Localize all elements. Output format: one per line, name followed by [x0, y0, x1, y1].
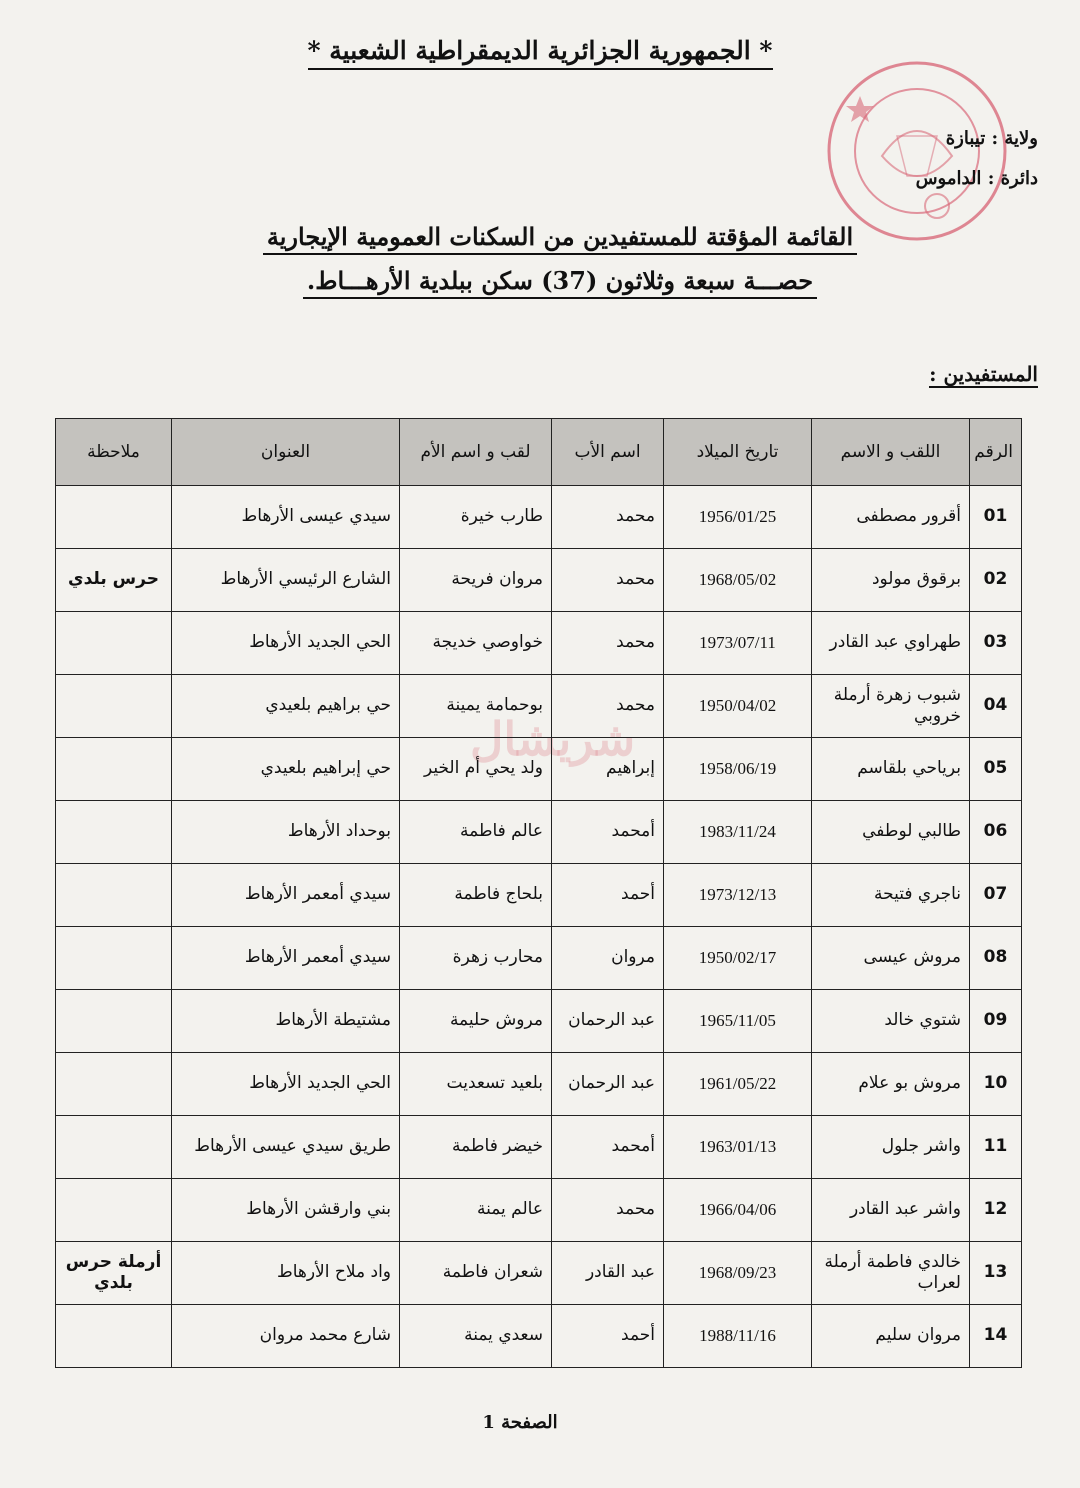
cell-mother: خيضر فاطمة [400, 1116, 552, 1179]
cell-father: أمحمد [552, 1116, 664, 1179]
cell-note [56, 990, 172, 1053]
cell-mother: عالم يمنة [400, 1179, 552, 1242]
cell-address: الحي الجديد الأرهاط [172, 612, 400, 675]
republic-heading: * الجمهورية الجزائرية الديمقراطية الشعبية * [0, 36, 1080, 65]
cell-number: 01 [970, 486, 1022, 549]
table-row [56, 801, 1022, 864]
cell-address: طريق سيدي عيسى الأرهاط [172, 1116, 400, 1179]
cell-birth-date: 1968/05/02 [664, 549, 812, 612]
cell-number: 14 [970, 1305, 1022, 1368]
table-row [56, 486, 1022, 549]
table-row [56, 549, 1022, 612]
cell-birth-date: 1965/11/05 [664, 990, 812, 1053]
table-row [56, 1179, 1022, 1242]
cell-address: حي براهيم بلعيدي [172, 675, 400, 738]
cell-note [56, 738, 172, 801]
cell-note [56, 612, 172, 675]
cell-note: حرس بلدي [56, 549, 172, 612]
cell-address: سيدي عيسى الأرهاط [172, 486, 400, 549]
table-row [56, 738, 1022, 801]
cell-mother: شعران فاطمة [400, 1242, 552, 1305]
cell-note [56, 927, 172, 990]
daira-line: دائرة : الداموس [915, 168, 1038, 189]
cell-name: خالدي فاطمة أرملة لعراب [812, 1242, 970, 1305]
list-title: القائمة المؤقتة للمستفيدين من السكنات العمومية الإيجارية [0, 222, 1080, 251]
cell-father: عبد القادر [552, 1242, 664, 1305]
cell-birth-date: 1956/01/25 [664, 486, 812, 549]
cell-father: أحمد [552, 864, 664, 927]
table-row [56, 1053, 1022, 1116]
cell-mother: سعدي يمنة [400, 1305, 552, 1368]
cell-number: 11 [970, 1116, 1022, 1179]
header-name: اللقب و الاسم [812, 419, 970, 486]
cell-name: مروش عيسى [812, 927, 970, 990]
cell-name: واشر جلول [812, 1116, 970, 1179]
cell-note [56, 801, 172, 864]
cell-address: شارع محمد مروان [172, 1305, 400, 1368]
cell-address: واد ملاح الأرهاط [172, 1242, 400, 1305]
cell-mother: بلعيد تسعديت [400, 1053, 552, 1116]
cell-address: بني وارقشن الأرهاط [172, 1179, 400, 1242]
header-note: ملاحظة [56, 419, 172, 486]
wilaya-line: ولاية : تيبازة [945, 128, 1038, 149]
cell-name: شتوي خالد [812, 990, 970, 1053]
table-row [56, 864, 1022, 927]
cell-note [56, 1179, 172, 1242]
cell-name: برقوق مولود [812, 549, 970, 612]
cell-number: 06 [970, 801, 1022, 864]
cell-father: مروان [552, 927, 664, 990]
table-row [56, 1242, 1022, 1305]
cell-father: محمد [552, 1179, 664, 1242]
cell-address: سيدي أمعمر الأرهاط [172, 864, 400, 927]
cell-birth-date: 1950/04/02 [664, 675, 812, 738]
cell-address: الحي الجديد الأرهاط [172, 1053, 400, 1116]
watermark: شريشال [470, 712, 636, 766]
cell-address: مشتيطة الأرهاط [172, 990, 400, 1053]
cell-father: محمد [552, 612, 664, 675]
cell-number: 12 [970, 1179, 1022, 1242]
cell-number: 10 [970, 1053, 1022, 1116]
cell-mother: ولد يحي أم الخير [400, 738, 552, 801]
cell-name: مروان سليم [812, 1305, 970, 1368]
cell-name: مروش بو علام [812, 1053, 970, 1116]
cell-note [56, 1116, 172, 1179]
section-label: المستفيدين : [929, 362, 1038, 386]
cell-birth-date: 1973/07/11 [664, 612, 812, 675]
cell-number: 02 [970, 549, 1022, 612]
cell-birth-date: 1968/09/23 [664, 1242, 812, 1305]
cell-address: الشارع الرئيسي الأرهاط [172, 549, 400, 612]
cell-father: محمد [552, 675, 664, 738]
cell-father: محمد [552, 486, 664, 549]
cell-number: 07 [970, 864, 1022, 927]
cell-father: أمحمد [552, 801, 664, 864]
cell-number: 05 [970, 738, 1022, 801]
header-address: العنوان [172, 419, 400, 486]
cell-note [56, 864, 172, 927]
header-number: الرقم [970, 419, 1022, 486]
table-header-row [56, 419, 1022, 486]
cell-mother: بوحمامة يمينة [400, 675, 552, 738]
cell-mother: خواوصي خديجة [400, 612, 552, 675]
header-birth-date: تاريخ الميلاد [664, 419, 812, 486]
cell-note [56, 1305, 172, 1368]
table-row [56, 612, 1022, 675]
cell-birth-date: 1966/04/06 [664, 1179, 812, 1242]
beneficiaries-table [55, 418, 1022, 1368]
cell-mother: طارب خيرة [400, 486, 552, 549]
cell-name: ناجري فتيحة [812, 864, 970, 927]
cell-birth-date: 1963/01/13 [664, 1116, 812, 1179]
cell-number: 08 [970, 927, 1022, 990]
cell-father: عبد الرحمان [552, 1053, 664, 1116]
table-row [56, 1305, 1022, 1368]
cell-name: برياحي بلقاسم [812, 738, 970, 801]
cell-mother: مروان فريحة [400, 549, 552, 612]
cell-birth-date: 1983/11/24 [664, 801, 812, 864]
cell-note [56, 675, 172, 738]
table-row [56, 990, 1022, 1053]
cell-mother: محارب زهرة [400, 927, 552, 990]
header-father-name: اسم الأب [552, 419, 664, 486]
cell-mother: بلحاج فاطمة [400, 864, 552, 927]
cell-number: 13 [970, 1242, 1022, 1305]
cell-birth-date: 1950/02/17 [664, 927, 812, 990]
cell-mother: عالم فاطمة [400, 801, 552, 864]
cell-address: بوحداد الأرهاط [172, 801, 400, 864]
cell-name: شبوب زهرة أرملة خروبي [812, 675, 970, 738]
cell-number: 09 [970, 990, 1022, 1053]
cell-birth-date: 1958/06/19 [664, 738, 812, 801]
official-stamp [822, 56, 1012, 246]
list-subtitle: حصـــة سبعة وثلاثون (37) سكن ببلدية الأرهـــاط. [0, 266, 1080, 295]
table-row [56, 675, 1022, 738]
cell-address: حي إبراهيم بلعيدي [172, 738, 400, 801]
cell-father: عبد الرحمان [552, 990, 664, 1053]
cell-father: محمد [552, 549, 664, 612]
cell-birth-date: 1973/12/13 [664, 864, 812, 927]
table-row [56, 927, 1022, 990]
cell-number: 04 [970, 675, 1022, 738]
cell-name: واشر عبد القادر [812, 1179, 970, 1242]
cell-note: أرملة حرس بلدي [56, 1242, 172, 1305]
cell-note [56, 486, 172, 549]
cell-birth-date: 1988/11/16 [664, 1305, 812, 1368]
cell-number: 03 [970, 612, 1022, 675]
cell-name: طهراوي عبد القادر [812, 612, 970, 675]
table-row [56, 1116, 1022, 1179]
header-mother-name: لقب و اسم الأم [400, 419, 552, 486]
cell-note [56, 1053, 172, 1116]
cell-father: إبراهيم [552, 738, 664, 801]
cell-name: طالبي لوطفي [812, 801, 970, 864]
page-number: الصفحة 1 [482, 1412, 558, 1433]
cell-father: أحمد [552, 1305, 664, 1368]
cell-address: سيدي أمعمر الأرهاط [172, 927, 400, 990]
cell-birth-date: 1961/05/22 [664, 1053, 812, 1116]
cell-mother: مروش حليمة [400, 990, 552, 1053]
cell-name: أقرور مصطفى [812, 486, 970, 549]
